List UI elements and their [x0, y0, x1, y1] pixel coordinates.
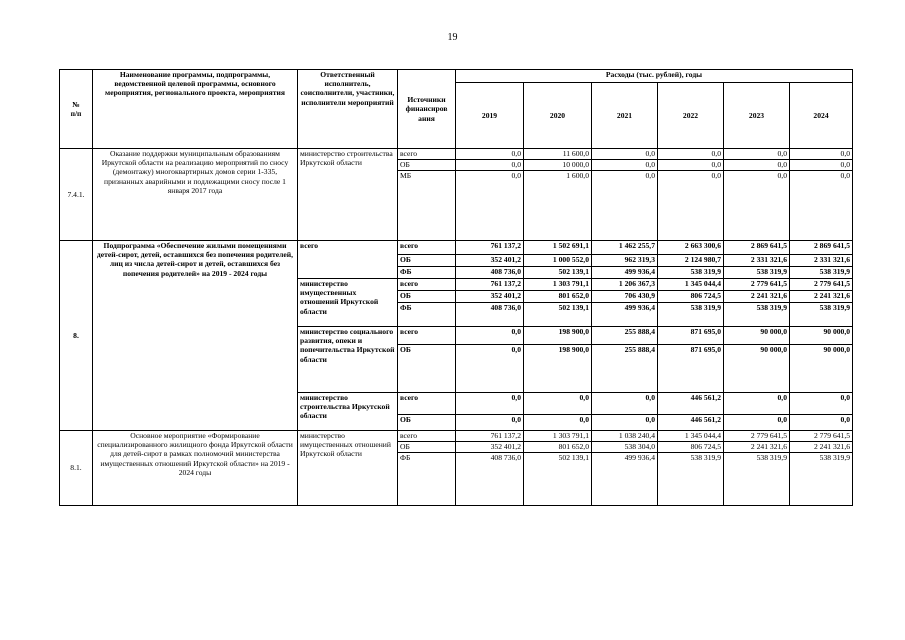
- cell-value: 2 241 321,6: [790, 291, 853, 303]
- row-name: Основное мероприятие «Формирование специализированного жилищного фонда Иркутской области для детей-сирот в рамках полномочий министерства имущественных отношений Иркутской области» на 2019 - 2024 годы: [93, 431, 298, 506]
- cell-value: 0,0: [658, 160, 724, 171]
- cell-value: 352 401,2: [456, 255, 524, 267]
- row-responsible: всего: [298, 241, 398, 279]
- cell-value: 90 000,0: [724, 327, 790, 345]
- cell-value: 1 206 367,3: [592, 279, 658, 291]
- cell-value: 0,0: [592, 160, 658, 171]
- cell-value: 1 462 255,7: [592, 241, 658, 255]
- cell-value: 538 319,9: [790, 303, 853, 327]
- cell-value: 90 000,0: [724, 345, 790, 393]
- cell-value: 0,0: [456, 345, 524, 393]
- cell-value: 90 000,0: [790, 345, 853, 393]
- cell-value: 352 401,2: [456, 291, 524, 303]
- cell-value: 538 319,9: [658, 267, 724, 279]
- row-source: МБ: [398, 171, 456, 241]
- cell-value: 871 695,0: [658, 327, 724, 345]
- cell-value: 0,0: [456, 393, 524, 415]
- cell-value: 255 888,4: [592, 345, 658, 393]
- cell-value: 806 724,5: [658, 291, 724, 303]
- header-name: Наименование программы, подпрограммы, ведомственной целевой программы, основного мероприятия, регионального проекта, мероприятия: [93, 70, 298, 149]
- row-number: 8.: [60, 241, 93, 431]
- cell-value: 871 695,0: [658, 345, 724, 393]
- row-source: всего: [398, 431, 456, 442]
- cell-value: 1 502 691,1: [524, 241, 592, 255]
- cell-value: 2 779 641,5: [790, 431, 853, 442]
- cell-value: 0,0: [592, 415, 658, 431]
- cell-value: 706 430,9: [592, 291, 658, 303]
- cell-value: 90 000,0: [790, 327, 853, 345]
- table-row: [60, 431, 853, 442]
- header-year: 2024: [790, 83, 853, 149]
- row-source: ФБ: [398, 303, 456, 327]
- cell-value: 962 319,3: [592, 255, 658, 267]
- cell-value: 198 900,0: [524, 327, 592, 345]
- cell-value: 0,0: [592, 393, 658, 415]
- cell-value: 0,0: [790, 393, 853, 415]
- cell-value: 502 139,1: [524, 303, 592, 327]
- cell-value: 1 303 791,1: [524, 279, 592, 291]
- cell-value: 801 652,0: [524, 291, 592, 303]
- header-expenses: Расходы (тыс. рублей), годы: [456, 70, 853, 83]
- cell-value: 1 345 044,4: [658, 431, 724, 442]
- table-row: [60, 241, 853, 255]
- cell-value: 538 319,9: [790, 453, 853, 506]
- cell-value: 0,0: [524, 393, 592, 415]
- row-source: всего: [398, 327, 456, 345]
- cell-value: 761 137,2: [456, 241, 524, 255]
- cell-value: 0,0: [724, 171, 790, 241]
- cell-value: 499 936,4: [592, 267, 658, 279]
- row-source: всего: [398, 241, 456, 255]
- cell-value: 446 561,2: [658, 393, 724, 415]
- cell-value: 0,0: [592, 149, 658, 160]
- row-source: ФБ: [398, 453, 456, 506]
- header-year: 2022: [658, 83, 724, 149]
- header-responsible: Ответственный исполнитель, соисполнители, участники, исполнители мероприятий: [298, 70, 398, 149]
- cell-value: 0,0: [790, 149, 853, 160]
- cell-value: 502 139,1: [524, 267, 592, 279]
- cell-value: 0,0: [456, 160, 524, 171]
- cell-value: 1 000 552,0: [524, 255, 592, 267]
- row-source: ОБ: [398, 415, 456, 431]
- cell-value: 801 652,0: [524, 442, 592, 453]
- cell-value: 538 319,9: [724, 453, 790, 506]
- row-source: ОБ: [398, 160, 456, 171]
- cell-value: 2 241 321,6: [790, 442, 853, 453]
- header-year: 2023: [724, 83, 790, 149]
- cell-value: 446 561,2: [658, 415, 724, 431]
- cell-value: 0,0: [592, 171, 658, 241]
- row-source: ОБ: [398, 442, 456, 453]
- cell-value: 538 319,9: [658, 453, 724, 506]
- row-source: ОБ: [398, 291, 456, 303]
- cell-value: 0,0: [456, 327, 524, 345]
- cell-value: 1 600,0: [524, 171, 592, 241]
- row-number: 8.1.: [60, 431, 93, 506]
- row-responsible: министерство строительства Иркутской области: [298, 393, 398, 431]
- row-source: ОБ: [398, 255, 456, 267]
- cell-value: 0,0: [724, 415, 790, 431]
- cell-value: 10 000,0: [524, 160, 592, 171]
- row-responsible: министерство социального развития, опеки и попечительства Иркутской области: [298, 327, 398, 393]
- cell-value: 499 936,4: [592, 453, 658, 506]
- cell-value: 2 124 980,7: [658, 255, 724, 267]
- cell-value: 0,0: [790, 171, 853, 241]
- row-responsible: министерство имущественных отношений Иркутской области: [298, 431, 398, 506]
- row-source: всего: [398, 393, 456, 415]
- cell-value: 2 241 321,6: [724, 291, 790, 303]
- cell-value: 1 345 044,4: [658, 279, 724, 291]
- cell-value: 0,0: [724, 160, 790, 171]
- cell-value: 2 331 321,6: [724, 255, 790, 267]
- cell-value: 2 241 321,6: [724, 442, 790, 453]
- cell-value: 2 779 641,5: [790, 279, 853, 291]
- cell-value: 352 401,2: [456, 442, 524, 453]
- cell-value: 0,0: [724, 149, 790, 160]
- cell-value: 1 303 791,1: [524, 431, 592, 442]
- row-source: ФБ: [398, 267, 456, 279]
- cell-value: 499 936,4: [592, 303, 658, 327]
- cell-value: 0,0: [456, 415, 524, 431]
- header-year: 2019: [456, 83, 524, 149]
- cell-value: 198 900,0: [524, 345, 592, 393]
- cell-value: 0,0: [724, 393, 790, 415]
- row-name: Подпрограмма «Обеспечение жилыми помещениями детей-сирот, детей, оставшихся без попечения родителей, лиц из числа детей-сирот и детей, оставшихся без попечения родителей» на 2019 - 2024 годы: [93, 241, 298, 431]
- row-source: ОБ: [398, 345, 456, 393]
- cell-value: 761 137,2: [456, 279, 524, 291]
- cell-value: 2 779 641,5: [724, 279, 790, 291]
- cell-value: 1 038 240,4: [592, 431, 658, 442]
- header-num: № п/п: [60, 70, 93, 149]
- cell-value: 538 319,9: [724, 267, 790, 279]
- cell-value: 0,0: [456, 149, 524, 160]
- cell-value: 2 663 300,6: [658, 241, 724, 255]
- cell-value: 408 736,0: [456, 267, 524, 279]
- budget-table: [59, 69, 853, 506]
- cell-value: 538 319,9: [658, 303, 724, 327]
- header-source: Источники финансиров ания: [398, 70, 456, 149]
- cell-value: 806 724,5: [658, 442, 724, 453]
- cell-value: 761 137,2: [456, 431, 524, 442]
- row-source: всего: [398, 279, 456, 291]
- row-number: 7.4.1.: [60, 149, 93, 241]
- row-responsible: министерство имущественных отношений Иркутской области: [298, 279, 398, 327]
- cell-value: 255 888,4: [592, 327, 658, 345]
- cell-value: 2 869 641,5: [724, 241, 790, 255]
- row-source: всего: [398, 149, 456, 160]
- header-year: 2021: [592, 83, 658, 149]
- table-row: [60, 149, 853, 160]
- cell-value: 2 331 321,6: [790, 255, 853, 267]
- header-year: 2020: [524, 83, 592, 149]
- cell-value: 538 319,9: [724, 303, 790, 327]
- cell-value: 502 139,1: [524, 453, 592, 506]
- row-name: Оказание поддержки муниципальным образованиям Иркутской области на реализацию мероприятий по сносу (демонтажу) многоквартирных домов серии 1-335, признанных аварийными и подлежащими сносу после 1 января 2017 года: [93, 149, 298, 241]
- cell-value: 408 736,0: [456, 303, 524, 327]
- cell-value: 2 869 641,5: [790, 241, 853, 255]
- cell-value: 0,0: [456, 171, 524, 241]
- cell-value: 0,0: [524, 415, 592, 431]
- cell-value: 0,0: [658, 149, 724, 160]
- cell-value: 11 600,0: [524, 149, 592, 160]
- cell-value: 2 779 641,5: [724, 431, 790, 442]
- cell-value: 0,0: [790, 160, 853, 171]
- cell-value: 538 319,9: [790, 267, 853, 279]
- cell-value: 0,0: [790, 415, 853, 431]
- cell-value: 0,0: [658, 171, 724, 241]
- row-responsible: министерство строительства Иркутской области: [298, 149, 398, 241]
- cell-value: 538 304,0: [592, 442, 658, 453]
- cell-value: 408 736,0: [456, 453, 524, 506]
- page-number: 19: [447, 32, 458, 43]
